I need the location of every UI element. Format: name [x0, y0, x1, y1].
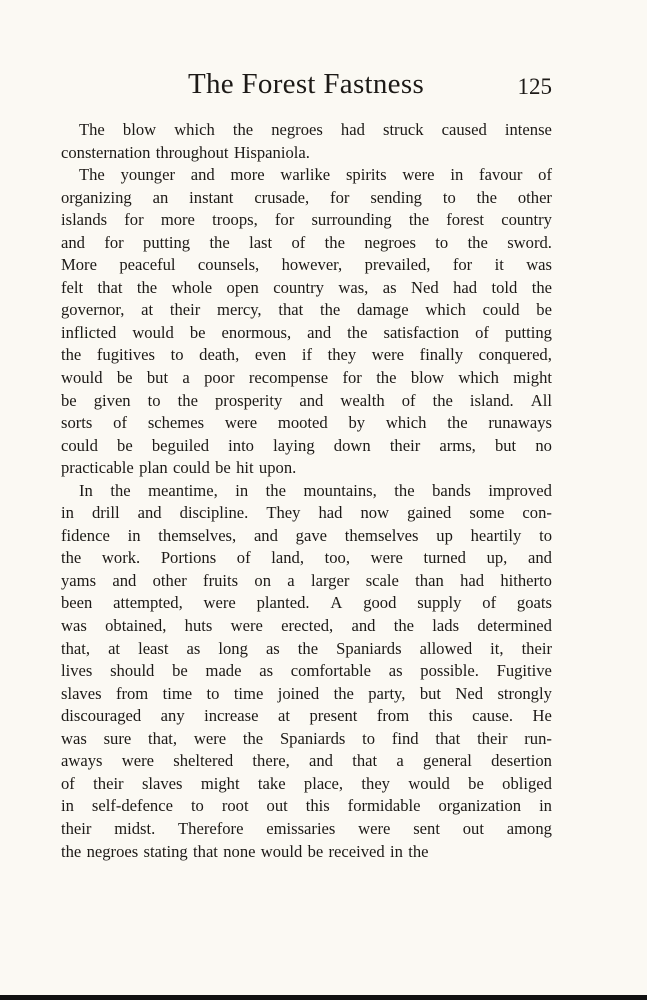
text-line: In the meantime, in the mountains, the bands improved [79, 480, 552, 500]
text-line: governor, at their mercy, that the damage which could be [61, 300, 552, 320]
text-line: More peaceful counsels, however, prevailed, for it was [61, 255, 552, 275]
page-header [60, 64, 552, 108]
text-line: The blow which the negroes had struck caused intense [79, 120, 552, 139]
text-line: inflicted would be enormous, and the satisfaction of putting [61, 322, 552, 342]
text-line: the fugitives to death, even if they were finally conquered, [61, 345, 552, 365]
text-line: was obtained, huts were erected, and the lads determined [61, 616, 552, 636]
text-line: practicable plan could be hit upon. [61, 458, 297, 478]
text-line: the work. Portions of land, too, were turned up, and [61, 548, 552, 568]
text-line: organizing an instant crusade, for sending to the other [61, 187, 552, 207]
text-line: the negroes stating that none would be received in the [61, 841, 429, 861]
text-line: been attempted, were planted. A good supply of goats [61, 593, 552, 613]
text-line: aways were sheltered there, and that a general desertion [61, 751, 552, 771]
text-line: was sure that, were the Spaniards to find that their run- [61, 728, 552, 748]
running-title: The Forest Fastness [187, 68, 425, 100]
paragraph [61, 119, 552, 164]
text-line: felt that the whole open country was, as Ned had told the [61, 277, 552, 297]
text-line: could be beguiled into laying down their arms, but no [61, 435, 552, 455]
body-text [61, 119, 552, 863]
text-line: would be but a poor recompense for the blow which might [61, 368, 552, 388]
text-line: yams and other fruits on a larger scale than had hitherto [61, 570, 552, 590]
text-line: that, at least as long as the Spaniards allowed it, their [61, 638, 552, 658]
bottom-edge-rule [0, 995, 647, 1000]
paragraph [61, 164, 552, 480]
text-line: their midst. Therefore emissaries were sent out among [61, 818, 552, 838]
text-line: consternation throughout Hispaniola. [61, 142, 310, 162]
text-line: slaves from time to time joined the party, but Ned strongly [61, 683, 552, 703]
text-line: fidence in themselves, and gave themselves up heartily to [61, 525, 552, 545]
text-line: sorts of schemes were mooted by which the runaways [61, 413, 552, 433]
page-number: 125 [517, 74, 552, 99]
text-line: and for putting the last of the negroes to the sword. [61, 232, 552, 252]
text-line: discouraged any increase at present from this cause. He [61, 706, 552, 726]
text-line: in drill and discipline. They had now gained some con- [61, 503, 552, 523]
text-line: be given to the prosperity and wealth of the island. All [61, 390, 552, 410]
text-line: The younger and more warlike spirits were in favour of [79, 165, 552, 185]
text-line: lives should be made as comfortable as possible. Fugitive [61, 661, 552, 681]
text-line: in self-defence to root out this formidable organization in [61, 796, 552, 816]
text-line: of their slaves might take place, they would be obliged [61, 773, 552, 793]
paragraph [61, 480, 552, 863]
text-line: islands for more troops, for surrounding the forest country [61, 210, 552, 230]
